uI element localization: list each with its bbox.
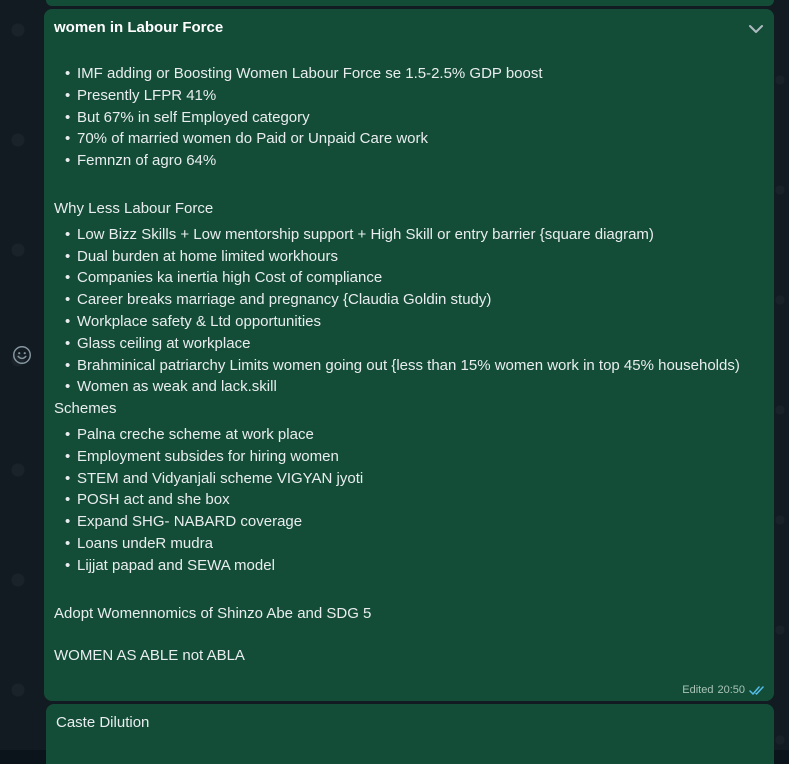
list-item: • Lijjat papad and SEWA model (54, 555, 754, 577)
why-list (54, 224, 754, 398)
chevron-down-icon[interactable] (746, 19, 766, 39)
closing-line: WOMEN AS ABLE not ABLA (54, 647, 245, 665)
schemes-heading: Schemes (54, 400, 117, 418)
list-item: • Glass ceiling at workplace (54, 333, 754, 355)
list-item: • Femnzn of agro 64% (54, 150, 754, 172)
adopt-line: Adopt Womennomics of Shinzo Abe and SDG 5 (54, 604, 372, 622)
schemes-list (54, 424, 754, 577)
list-item: • Expand SHG- NABARD coverage (54, 511, 754, 533)
list-item: • Employment subsides for hiring women (54, 446, 754, 468)
why-heading: Why Less Labour Force (54, 199, 214, 217)
message-time: 20:50 (717, 684, 745, 696)
double-check-icon (749, 685, 766, 696)
edited-label: Edited (682, 684, 714, 696)
list-item: • POSH act and she box (54, 489, 754, 511)
smiley-icon[interactable] (11, 344, 33, 366)
list-item: • Women as weak and lack.skill (54, 376, 754, 398)
list-item: • STEM and Vidyanjali scheme VIGYAN jyoti (54, 468, 754, 490)
list-item: • But 67% in self Employed category (54, 107, 754, 129)
message-title: women in Labour Force (54, 19, 224, 36)
list-item: • Dual burden at home limited workhours (54, 246, 754, 268)
list-item: • Workplace safety & Ltd opportunities (54, 311, 754, 333)
list-item: • 70% of married women do Paid or Unpaid Care work (54, 128, 754, 150)
list-item: • Brahminical patriarchy Limits women going out {less than 15% women work in top 45% households) (54, 355, 754, 377)
next-message-title: Caste Dilution (56, 714, 150, 731)
list-item: • Low Bizz Skills + Low mentorship support + High Skill or entry barrier {square diagram) (54, 224, 754, 246)
previous-message-edge (46, 0, 774, 6)
message-bubble[interactable] (44, 9, 774, 701)
message-meta (682, 684, 766, 696)
list-item: • Loans undeR mudra (54, 533, 754, 555)
list-item: • Career breaks marriage and pregnancy {Claudia Goldin study) (54, 289, 754, 311)
list-item: • Palna creche scheme at work place (54, 424, 754, 446)
intro-list (54, 63, 754, 172)
list-item: • IMF adding or Boosting Women Labour Force se 1.5-2.5% GDP boost (54, 63, 754, 85)
list-item: • Presently LFPR 41% (54, 85, 754, 107)
next-message-bubble[interactable] (46, 704, 774, 764)
list-item: • Companies ka inertia high Cost of compliance (54, 267, 754, 289)
message-body (54, 63, 754, 667)
